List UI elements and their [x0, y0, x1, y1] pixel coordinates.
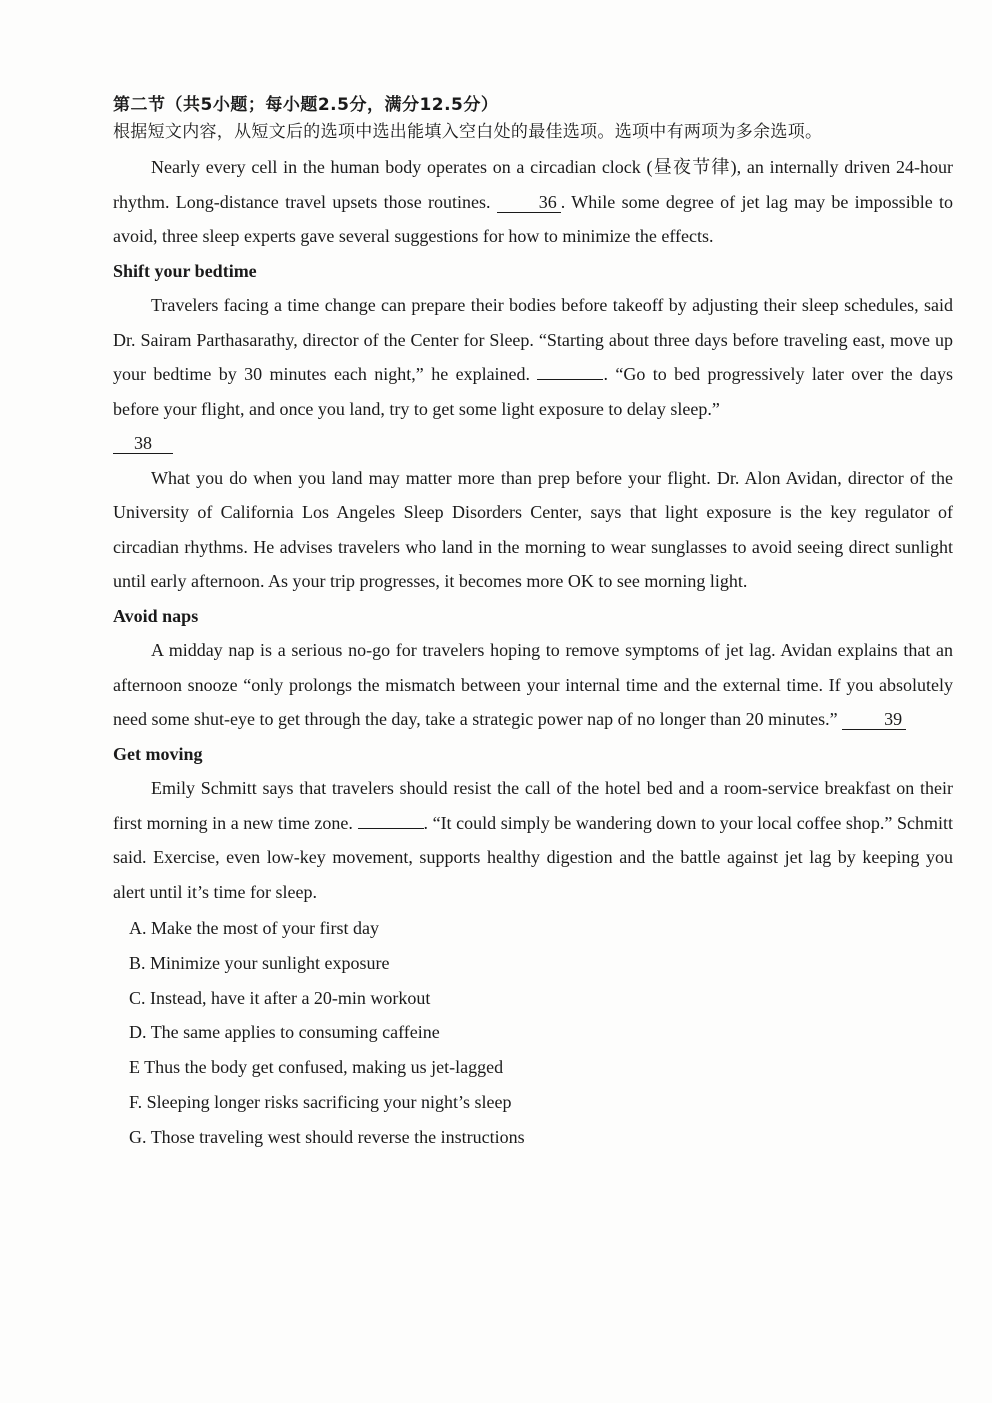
get-moving-text-2: . “It could simply be wandering down to your local coffee shop.” Schmitt said. Exercise, even low-key movement, supports healthy digestion and the battle against jet lag by keeping you alert until it’s time for sleep. [113, 812, 953, 902]
option-label: F. [129, 1091, 147, 1112]
option-label: B. [129, 952, 151, 973]
intro-text-2: . While some degree of jet lag may be impossible to avoid, three sleep experts gave several suggestions for how to minimize the effects. [113, 191, 953, 246]
option-label: C. [129, 987, 151, 1008]
avoid-naps-text: A midday nap is a serious no-go for travelers hoping to remove symptoms of jet lag. Avidan explains that an afternoon snooze “only prolongs the mismatch between your internal time and the external time. If you absolutely need some shut-eye to get through the day, take a strategic power nap of no longer than 20 minutes.” [113, 640, 953, 729]
instructions: 根据短文内容，从短文后的选项中选出能填入空白处的最佳选项。选项中有两项为多余选项。 [113, 122, 823, 142]
blank-36: 36 [497, 192, 561, 213]
option-text: Instead, have it after a 20-min workout [150, 987, 431, 1008]
option-c [129, 981, 953, 1016]
landing-paragraph: What you do when you land may matter more than prep before your flight. Dr. Alon Avidan, director of the University of California Los Angeles Sleep Disorders Center, says that light exposure is the key regulator of circadian rhythms. He advises travelers who land in the morning to wear sunglasses to avoid seeing direct sunlight until early afternoon. As your trip progresses, it becomes more OK to see morning light. [113, 467, 953, 591]
shift-bedtime-paragraph [113, 288, 953, 426]
option-label: E [129, 1057, 145, 1078]
blank-37 [537, 379, 603, 380]
blank-38: 38 [113, 433, 173, 454]
blank-39: 39 [842, 709, 906, 730]
avoid-naps-paragraph [113, 633, 953, 737]
option-text: Minimize your sunlight exposure [150, 952, 390, 973]
option-label: A. [129, 918, 151, 938]
intro-text-1: Nearly every cell in the human body operates on a circadian clock (昼夜节律), an internally driven 24-hour rhythm. Long-distance travel upsets those routines. [113, 157, 953, 212]
blank-38-line [113, 426, 953, 461]
intro-paragraph [113, 150, 953, 254]
heading-shift-bedtime: Shift your bedtime [113, 260, 257, 281]
get-moving-text-1: Emily Schmitt says that travelers should resist the call of the hotel bed and a room-service breakfast on their first morning in a new time zone. [113, 778, 953, 833]
option-text: Make the most of your first day [151, 918, 379, 938]
option-b [129, 946, 953, 981]
option-d [129, 1015, 953, 1050]
option-text: The same applies to consuming caffeine [150, 1022, 440, 1043]
option-e [129, 1050, 953, 1085]
option-label: G. [129, 1126, 151, 1147]
shift-bedtime-text-1: Travelers facing a time change can prepare their bodies before takeoff by adjusting their sleep schedules, said Dr. Sairam Parthasarathy, director of the Center for Sleep. “Starting about three days before traveling east, move up your bedtime by 30 minutes each night,” he explained. [113, 295, 953, 384]
option-text: Thus the body get confused, making us jet-lagged [144, 1057, 504, 1078]
blank-40 [358, 828, 424, 829]
option-text: Sleeping longer risks sacrificing your night’s sleep [146, 1091, 512, 1112]
shift-bedtime-text-2: . “Go to bed progressively later over the days before your flight, and once you land, try to get some light exposure to delay sleep.” [113, 364, 954, 419]
option-a [129, 911, 953, 946]
heading-avoid-naps: Avoid naps [113, 605, 199, 626]
option-f [129, 1085, 953, 1120]
page-content [113, 92, 953, 1155]
get-moving-paragraph [113, 771, 953, 909]
section-title: 第二节（共5小题；每小题2.5分，满分12.5分） [113, 95, 499, 115]
option-text: Those traveling west should reverse the instructions [150, 1126, 525, 1147]
options-list [129, 911, 953, 1155]
option-g [129, 1120, 953, 1155]
option-label: D. [129, 1022, 151, 1043]
heading-get-moving: Get moving [113, 743, 203, 764]
